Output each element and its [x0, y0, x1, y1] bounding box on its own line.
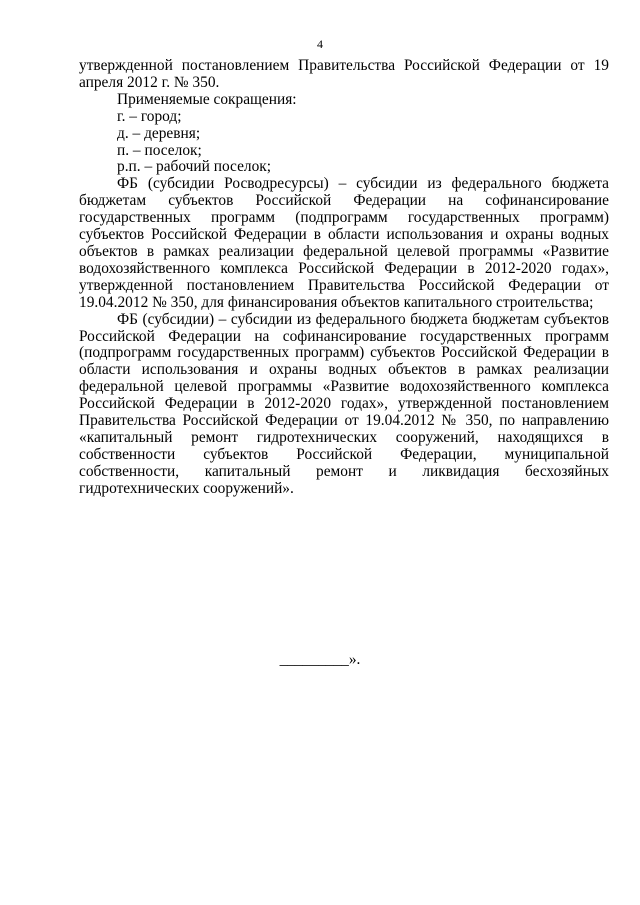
paragraph-fb-subsidies: ФБ (субсидии) – субсидии из федерального бюджета бюджетам субъектов Российской Федерации на софинансирование государственных программ (подпрограмм государственных программ) субъектов Российской Федерации в области использования и охраны водных объектов в рамках реализации федеральной целевой программы «Развитие водохозяйственного комплекса Российской Федерации в 2012-2020 годах», утвержденной постановлением Правительства Российской Федерации от 19.04.2012 № 350, по направлению «капитальный ремонт гидротехнических сооружений, находящихся в собственности субъектов Российской Федерации, муниципальной собственности, капитальный ремонт и ликвидация бесхозяйных гидротехнических сооружений».	[79, 310, 609, 497]
abbreviation-rabochiy-poselok: р.п. – рабочий поселок;	[117, 158, 272, 176]
abbreviation-derevnya: д. – деревня;	[117, 124, 201, 142]
abbreviation-gorod: г. – город;	[117, 107, 182, 125]
closing-mark: _________».	[279, 651, 361, 668]
page-number: 4	[317, 37, 323, 51]
abbreviations-heading: Применяемые сокращения:	[117, 90, 297, 108]
abbreviation-poselok: п. – поселок;	[117, 141, 202, 159]
paragraph-fb-subsidies-rosvodresursy: ФБ (субсидии Росводресурсы) – субсидии из федерального бюджета бюджетам субъектов Российской Федерации на софинансирование государственных программ (подпрограмм государственных программ) субъектов Российской Федерации в области использования и охраны водных объектов в рамках реализации федеральной целевой программы «Развитие водохозяйственного комплекса Российской Федерации в 2012-2020 годах», утвержденной постановлением Правительства Российской Федерации от 19.04.2012 № 350, для финансирования объектов капитального строительства;	[79, 175, 609, 311]
intro-paragraph: утвержденной постановлением Правительства Российской Федерации от 19 апреля 2012 г. № 350.	[79, 57, 609, 91]
document-body	[79, 58, 609, 498]
